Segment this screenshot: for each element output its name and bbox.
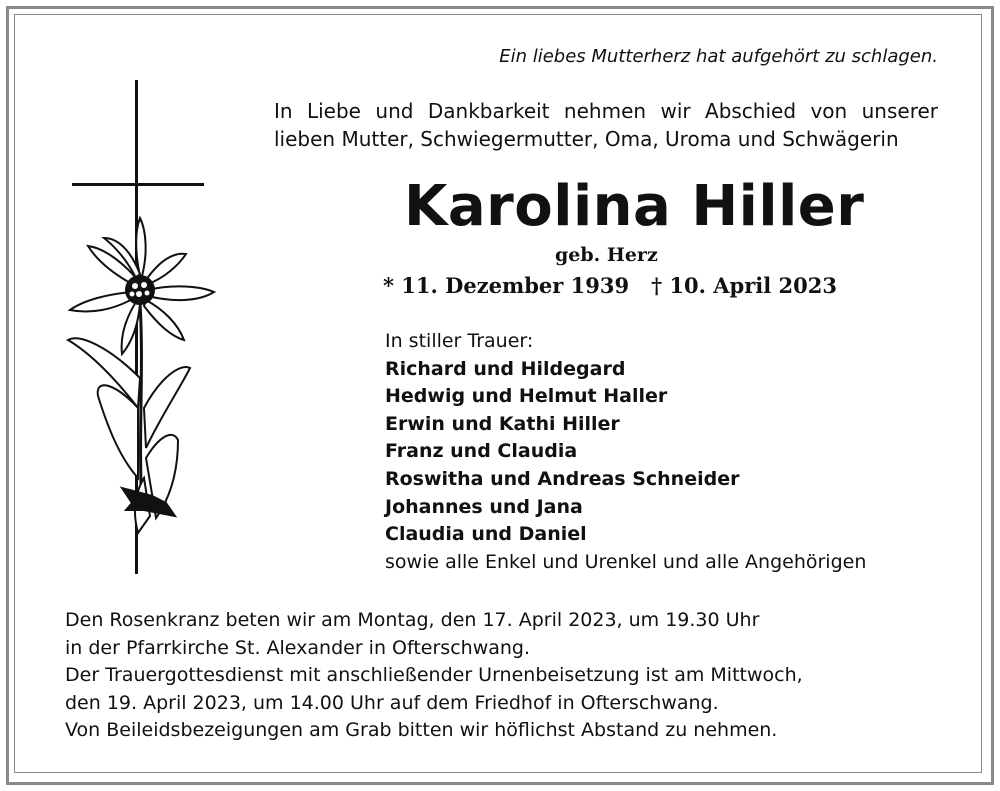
mourner-name: Claudia und Daniel [385, 523, 587, 546]
maiden-name: geb. Herz [555, 244, 658, 266]
mourner-name: Richard und Hildegard [385, 357, 626, 380]
mourners-heading: In stiller Trauer: [385, 330, 534, 352]
life-dates [383, 273, 837, 298]
mourners-list [385, 328, 866, 576]
announcement-line: Der Trauergottesdienst mit anschließender Urnenbeisetzung ist am Mittwoch, [65, 664, 803, 687]
mourners-closing: sowie alle Enkel und Urenkel und alle Angehörigen [385, 550, 867, 573]
intro-line-1: In Liebe und Dankbarkeit nehmen wir Abschied von unserer [274, 99, 938, 123]
announcement-line: Den Rosenkranz beten wir am Montag, den 17. April 2023, um 19.30 Uhr [65, 609, 760, 631]
intro-text [274, 97, 938, 153]
edelweiss-icon [68, 218, 214, 533]
mourner-name: Erwin und Kathi Hiller [385, 412, 620, 435]
mourner-name: Hedwig und Helmut Haller [385, 385, 668, 408]
announcement-line: Von Beileidsbezeigungen am Grab bitten wir höflichst Abstand zu nehmen. [65, 719, 778, 742]
announcement-line: in der Pfarrkirche St. Alexander in Ofterschwang. [65, 636, 531, 659]
mourner-name: Roswitha und Andreas Schneider [385, 467, 740, 490]
birth-date: * 11. Dezember 1939 [383, 273, 630, 298]
mourner-name: Franz und Claudia [385, 440, 578, 463]
deceased-name: Karolina Hiller [404, 174, 865, 239]
death-date: † 10. April 2023 [651, 273, 837, 298]
mourner-name: Johannes und Jana [385, 495, 583, 518]
announcement-line: den 19. April 2023, um 14.00 Uhr auf dem Friedhof in Ofterschwang. [65, 691, 719, 714]
intro-line-2: lieben Mutter, Schwiegermutter, Oma, Uroma und Schwägerin [274, 127, 899, 151]
motto-line: Ein liebes Mutterherz hat aufgehört zu schlagen. [499, 46, 938, 67]
cross-with-edelweiss [60, 78, 220, 578]
service-announcements [65, 607, 803, 745]
